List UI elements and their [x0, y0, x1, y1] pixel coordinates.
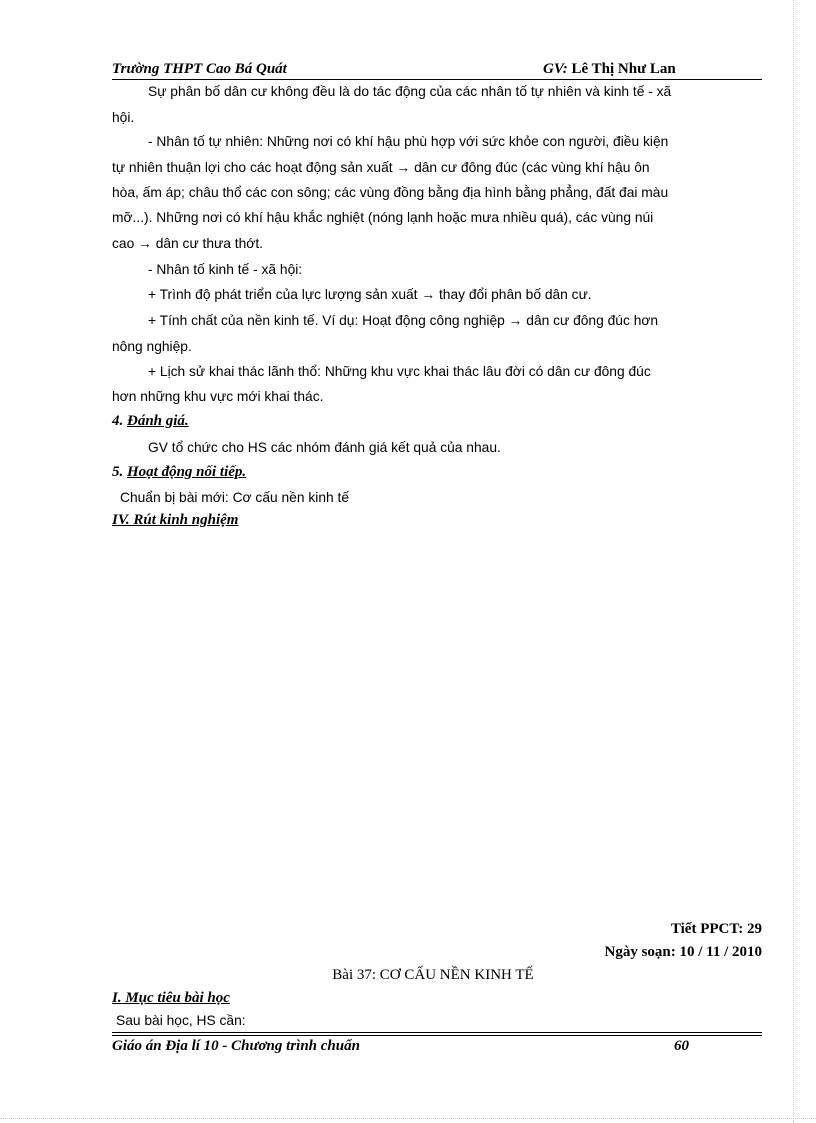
- section-4-title: Đánh giá.: [127, 413, 189, 429]
- section-5-heading: [112, 464, 246, 481]
- body-line-5: hòa, ấm áp; châu thổ các con sông; các vùng đồng bằng địa hình bằng phẳng, đất đai màu: [112, 185, 669, 200]
- section-iv-title: IV. Rút kinh nghiệm: [112, 512, 239, 528]
- body-line-6: mỡ...). Những nơi có khí hậu khắc nghiệt (nóng lạnh hoặc mưa nhiều quá), các vùng núi: [112, 210, 654, 225]
- body-line-11: nông nghiệp.: [112, 339, 192, 354]
- footer-title: Giáo án Địa lí 10 - Chương trình chuẩn: [112, 1038, 360, 1054]
- body-line-3: - Nhân tố tự nhiên: Những nơi có khí hậu phù hợp với sức khỏe con người, điều kiện: [148, 134, 669, 149]
- section-5-title: Hoạt động nối tiếp.: [127, 464, 247, 480]
- section-i-title: I. Mục tiêu bài học: [112, 990, 230, 1006]
- section-5-text: Chuẩn bị bài mới: Cơ cấu nền kinh tế: [120, 490, 350, 505]
- lesson-date: Ngày soạn: 10 / 11 / 2010: [604, 944, 762, 960]
- section-4-text: GV tổ chức cho HS các nhóm đánh giá kết quả của nhau.: [148, 440, 501, 455]
- header-teacher-prefix: GV:: [543, 61, 568, 77]
- lesson-title: Bài 37: CƠ CẤU NỀN KINH TẾ: [332, 967, 534, 983]
- body-line-4: tự nhiên thuận lợi cho các hoạt động sản xuất → dân cư đông đúc (các vùng khí hậu ôn: [112, 160, 650, 175]
- body-line-9: + Trình độ phát triển của lực lượng sản xuất → thay đổi phân bố dân cư.: [148, 287, 592, 302]
- header-school: Trường THPT Cao Bá Quát: [112, 61, 287, 77]
- page-edge-bottom: [0, 1118, 816, 1119]
- section-4-number: 4.: [112, 413, 124, 429]
- body-line-10: + Tính chất của nền kinh tế. Ví dụ: Hoạt động công nghiệp → dân cư đông đúc hơn: [148, 313, 659, 328]
- body-line-13: hơn những khu vực mới khai thác.: [112, 389, 324, 404]
- header-rule: [112, 79, 762, 80]
- body-line-12: + Lịch sử khai thác lãnh thổ: Những khu vực khai thác lâu đời có dân cư đông đúc: [148, 364, 651, 379]
- page-edge-right: [793, 0, 794, 1123]
- section-5-number: 5.: [112, 464, 124, 480]
- section-4-heading: [112, 413, 189, 430]
- header-teacher-name: Lê Thị Như Lan: [571, 61, 676, 77]
- section-i-text: Sau bài học, HS cần:: [116, 1013, 246, 1028]
- lesson-tiet: Tiết PPCT: 29: [670, 921, 762, 937]
- body-line-1: Sự phân bố dân cư không đều là do tác động của các nhân tố tự nhiên và kinh tế - xã: [148, 84, 672, 99]
- footer-rule-top: [112, 1032, 762, 1033]
- body-line-7: cao → dân cư thưa thớt.: [112, 236, 263, 251]
- body-line-2: hội.: [112, 110, 135, 125]
- footer-page-number: 60: [674, 1038, 689, 1054]
- footer-rule-bottom: [112, 1035, 762, 1036]
- body-line-8: - Nhân tố kinh tế - xã hội:: [148, 262, 303, 277]
- header-teacher: [543, 61, 676, 78]
